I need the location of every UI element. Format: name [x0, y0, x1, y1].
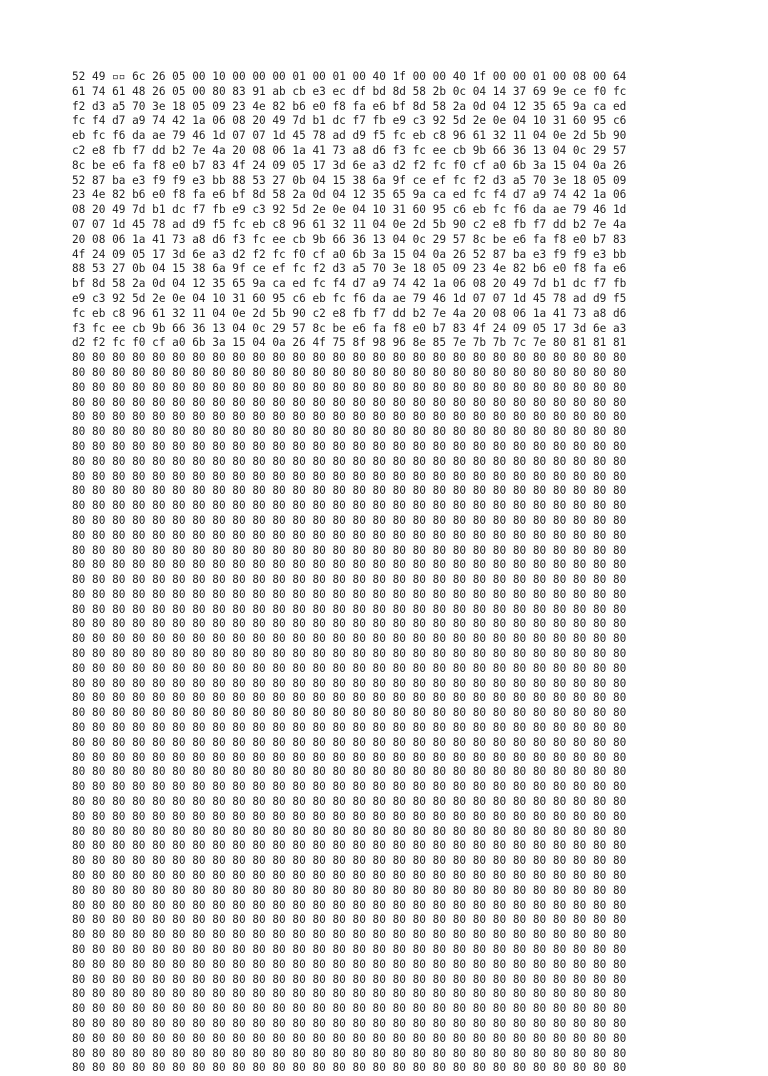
hex-line: 80 80 80 80 80 80 80 80 80 80 80 80 80 80 80 80 80 80 80 80 80 80 80 80 80 80 80 80 — [72, 454, 627, 468]
hex-line: e9 c3 92 5d 2e 0e 04 10 31 60 95 c6 eb fc f6 da ae 79 46 1d 07 07 1d 45 78 ad d9 f5 — [72, 291, 627, 305]
hex-line: 80 80 80 80 80 80 80 80 80 80 80 80 80 80 80 80 80 80 80 80 80 80 80 80 80 80 80 80 — [72, 721, 627, 735]
hex-line: 80 80 80 80 80 80 80 80 80 80 80 80 80 80 80 80 80 80 80 80 80 80 80 80 80 80 80 80 — [72, 750, 627, 764]
hex-line: 52 87 ba e3 f9 f9 e3 bb 88 53 27 0b 04 15 38 6a 9f ce ef fc f2 d3 a5 70 3e 18 05 09 — [72, 173, 627, 187]
hex-line: bf 8d 58 2a 0d 04 12 35 65 9a ca ed fc f4 d7 a9 74 42 1a 06 08 20 49 7d b1 dc f7 fb — [72, 277, 627, 291]
hex-line: 20 08 06 1a 41 73 a8 d6 f3 fc ee cb 9b 66 36 13 04 0c 29 57 8c be e6 fa f8 e0 b7 83 — [72, 232, 627, 246]
hex-line: 80 80 80 80 80 80 80 80 80 80 80 80 80 80 80 80 80 80 80 80 80 80 80 80 80 80 80 80 — [72, 987, 627, 1001]
hex-line: 80 80 80 80 80 80 80 80 80 80 80 80 80 80 80 80 80 80 80 80 80 80 80 80 80 80 80 80 — [72, 410, 627, 424]
hex-line: fc f4 d7 a9 74 42 1a 06 08 20 49 7d b1 dc f7 fb e9 c3 92 5d 2e 0e 04 10 31 60 95 c6 — [72, 114, 627, 128]
hex-line: 80 80 80 80 80 80 80 80 80 80 80 80 80 80 80 80 80 80 80 80 80 80 80 80 80 80 80 80 — [72, 854, 627, 868]
hex-line: 80 80 80 80 80 80 80 80 80 80 80 80 80 80 80 80 80 80 80 80 80 80 80 80 80 80 80 80 — [72, 735, 627, 749]
hex-line: 80 80 80 80 80 80 80 80 80 80 80 80 80 80 80 80 80 80 80 80 80 80 80 80 80 80 80 80 — [72, 425, 627, 439]
hex-line: 80 80 80 80 80 80 80 80 80 80 80 80 80 80 80 80 80 80 80 80 80 80 80 80 80 80 80 80 — [72, 484, 627, 498]
hex-line: 80 80 80 80 80 80 80 80 80 80 80 80 80 80 80 80 80 80 80 80 80 80 80 80 80 80 80 80 — [72, 676, 627, 690]
hex-line: 80 80 80 80 80 80 80 80 80 80 80 80 80 80 80 80 80 80 80 80 80 80 80 80 80 80 80 80 — [72, 543, 627, 557]
hex-dump — [72, 70, 702, 1076]
hex-line: 80 80 80 80 80 80 80 80 80 80 80 80 80 80 80 80 80 80 80 80 80 80 80 80 80 80 80 80 — [72, 439, 627, 453]
hex-line: 80 80 80 80 80 80 80 80 80 80 80 80 80 80 80 80 80 80 80 80 80 80 80 80 80 80 80 80 — [72, 1002, 627, 1016]
hex-line: 80 80 80 80 80 80 80 80 80 80 80 80 80 80 80 80 80 80 80 80 80 80 80 80 80 80 80 80 — [72, 573, 627, 587]
hex-line: 61 74 61 48 26 05 00 80 83 91 ab cb e3 ec df bd 8d 58 2b 0c 04 14 37 69 9e ce f0 fc — [72, 84, 627, 98]
hex-line: 07 07 1d 45 78 ad d9 f5 fc eb c8 96 61 32 11 04 0e 2d 5b 90 c2 e8 fb f7 dd b2 7e 4a — [72, 217, 627, 231]
hex-line: 80 80 80 80 80 80 80 80 80 80 80 80 80 80 80 80 80 80 80 80 80 80 80 80 80 80 80 80 — [72, 351, 627, 365]
hex-line: 80 80 80 80 80 80 80 80 80 80 80 80 80 80 80 80 80 80 80 80 80 80 80 80 80 80 80 80 — [72, 780, 627, 794]
hex-line: 80 80 80 80 80 80 80 80 80 80 80 80 80 80 80 80 80 80 80 80 80 80 80 80 80 80 80 80 — [72, 1031, 627, 1045]
hex-line: 88 53 27 0b 04 15 38 6a 9f ce ef fc f2 d3 a5 70 3e 18 05 09 23 4e 82 b6 e0 f8 fa e6 — [72, 262, 627, 276]
hex-line: 80 80 80 80 80 80 80 80 80 80 80 80 80 80 80 80 80 80 80 80 80 80 80 80 80 80 80 80 — [72, 839, 627, 853]
hex-line: 52 49 ▫▫ 6c 26 05 00 10 00 00 00 01 00 01 00 40 1f 00 00 40 1f 00 00 01 00 08 00 64 — [72, 70, 627, 83]
hex-line: eb fc f6 da ae 79 46 1d 07 07 1d 45 78 ad d9 f5 fc eb c8 96 61 32 11 04 0e 2d 5b 90 — [72, 129, 627, 143]
hex-line: 80 80 80 80 80 80 80 80 80 80 80 80 80 80 80 80 80 80 80 80 80 80 80 80 80 80 80 80 — [72, 1017, 627, 1030]
hex-line: 80 80 80 80 80 80 80 80 80 80 80 80 80 80 80 80 80 80 80 80 80 80 80 80 80 80 80 80 — [72, 824, 627, 838]
hex-line: 80 80 80 80 80 80 80 80 80 80 80 80 80 80 80 80 80 80 80 80 80 80 80 80 80 80 80 80 — [72, 661, 627, 675]
hex-line: 80 80 80 80 80 80 80 80 80 80 80 80 80 80 80 80 80 80 80 80 80 80 80 80 80 80 80 80 — [72, 972, 627, 986]
hex-line: f3 fc ee cb 9b 66 36 13 04 0c 29 57 8c be e6 fa f8 e0 b7 83 4f 24 09 05 17 3d 6e a3 — [72, 321, 627, 335]
hex-line: 80 80 80 80 80 80 80 80 80 80 80 80 80 80 80 80 80 80 80 80 80 80 80 80 80 80 80 80 — [72, 632, 627, 646]
hex-line: 8c be e6 fa f8 e0 b7 83 4f 24 09 05 17 3d 6e a3 d2 f2 fc f0 cf a0 6b 3a 15 04 0a 26 — [72, 158, 627, 172]
hex-line: 80 80 80 80 80 80 80 80 80 80 80 80 80 80 80 80 80 80 80 80 80 80 80 80 80 80 80 80 — [72, 883, 627, 897]
hex-line: 80 80 80 80 80 80 80 80 80 80 80 80 80 80 80 80 80 80 80 80 80 80 80 80 80 80 80 80 — [72, 809, 627, 823]
hex-line: 80 80 80 80 80 80 80 80 80 80 80 80 80 80 80 80 80 80 80 80 80 80 80 80 80 80 80 80 — [72, 898, 627, 912]
hex-line: 80 80 80 80 80 80 80 80 80 80 80 80 80 80 80 80 80 80 80 80 80 80 80 80 80 80 80 80 — [72, 602, 627, 616]
hex-line: 80 80 80 80 80 80 80 80 80 80 80 80 80 80 80 80 80 80 80 80 80 80 80 80 80 80 80 80 — [72, 691, 627, 705]
hex-line: 80 80 80 80 80 80 80 80 80 80 80 80 80 80 80 80 80 80 80 80 80 80 80 80 80 80 80 80 — [72, 957, 627, 971]
hex-line: 80 80 80 80 80 80 80 80 80 80 80 80 80 80 80 80 80 80 80 80 80 80 80 80 80 80 80 80 — [72, 647, 627, 661]
hex-line: 80 80 80 80 80 80 80 80 80 80 80 80 80 80 80 80 80 80 80 80 80 80 80 80 80 80 80 80 — [72, 1061, 627, 1075]
hex-line: c2 e8 fb f7 dd b2 7e 4a 20 08 06 1a 41 73 a8 d6 f3 fc ee cb 9b 66 36 13 04 0c 29 57 — [72, 143, 627, 157]
hex-line: 80 80 80 80 80 80 80 80 80 80 80 80 80 80 80 80 80 80 80 80 80 80 80 80 80 80 80 80 — [72, 1046, 627, 1060]
hex-line: f2 d3 a5 70 3e 18 05 09 23 4e 82 b6 e0 f8 fa e6 bf 8d 58 2a 0d 04 12 35 65 9a ca ed — [72, 99, 627, 113]
hex-line: 80 80 80 80 80 80 80 80 80 80 80 80 80 80 80 80 80 80 80 80 80 80 80 80 80 80 80 80 — [72, 795, 627, 809]
hex-line: 08 20 49 7d b1 dc f7 fb e9 c3 92 5d 2e 0e 04 10 31 60 95 c6 eb fc f6 da ae 79 46 1d — [72, 203, 627, 217]
hex-line: 80 80 80 80 80 80 80 80 80 80 80 80 80 80 80 80 80 80 80 80 80 80 80 80 80 80 80 80 — [72, 928, 627, 942]
hex-line: 80 80 80 80 80 80 80 80 80 80 80 80 80 80 80 80 80 80 80 80 80 80 80 80 80 80 80 80 — [72, 513, 627, 527]
hex-line: 4f 24 09 05 17 3d 6e a3 d2 f2 fc f0 cf a0 6b 3a 15 04 0a 26 52 87 ba e3 f9 f9 e3 bb — [72, 247, 627, 261]
hex-line: d2 f2 fc f0 cf a0 6b 3a 15 04 0a 26 4f 75 8f 98 96 8e 85 7e 7b 7b 7c 7e 80 81 81 81 — [72, 336, 627, 350]
hex-line: 80 80 80 80 80 80 80 80 80 80 80 80 80 80 80 80 80 80 80 80 80 80 80 80 80 80 80 80 — [72, 469, 627, 483]
hex-line: 80 80 80 80 80 80 80 80 80 80 80 80 80 80 80 80 80 80 80 80 80 80 80 80 80 80 80 80 — [72, 528, 627, 542]
hex-line: 80 80 80 80 80 80 80 80 80 80 80 80 80 80 80 80 80 80 80 80 80 80 80 80 80 80 80 80 — [72, 365, 627, 379]
hex-line: 80 80 80 80 80 80 80 80 80 80 80 80 80 80 80 80 80 80 80 80 80 80 80 80 80 80 80 80 — [72, 587, 627, 601]
hex-line: 80 80 80 80 80 80 80 80 80 80 80 80 80 80 80 80 80 80 80 80 80 80 80 80 80 80 80 80 — [72, 943, 627, 957]
hex-line: 80 80 80 80 80 80 80 80 80 80 80 80 80 80 80 80 80 80 80 80 80 80 80 80 80 80 80 80 — [72, 765, 627, 779]
hex-line: 80 80 80 80 80 80 80 80 80 80 80 80 80 80 80 80 80 80 80 80 80 80 80 80 80 80 80 80 — [72, 395, 627, 409]
hex-line: 80 80 80 80 80 80 80 80 80 80 80 80 80 80 80 80 80 80 80 80 80 80 80 80 80 80 80 80 — [72, 869, 627, 883]
hex-line: 80 80 80 80 80 80 80 80 80 80 80 80 80 80 80 80 80 80 80 80 80 80 80 80 80 80 80 80 — [72, 499, 627, 513]
hex-line: 80 80 80 80 80 80 80 80 80 80 80 80 80 80 80 80 80 80 80 80 80 80 80 80 80 80 80 80 — [72, 558, 627, 572]
hex-line: 80 80 80 80 80 80 80 80 80 80 80 80 80 80 80 80 80 80 80 80 80 80 80 80 80 80 80 80 — [72, 913, 627, 927]
hex-line: fc eb c8 96 61 32 11 04 0e 2d 5b 90 c2 e8 fb f7 dd b2 7e 4a 20 08 06 1a 41 73 a8 d6 — [72, 306, 627, 320]
hex-line: 80 80 80 80 80 80 80 80 80 80 80 80 80 80 80 80 80 80 80 80 80 80 80 80 80 80 80 80 — [72, 706, 627, 720]
hex-line: 23 4e 82 b6 e0 f8 fa e6 bf 8d 58 2a 0d 04 12 35 65 9a ca ed fc f4 d7 a9 74 42 1a 06 — [72, 188, 627, 202]
hex-line: 80 80 80 80 80 80 80 80 80 80 80 80 80 80 80 80 80 80 80 80 80 80 80 80 80 80 80 80 — [72, 617, 627, 631]
hex-line: 80 80 80 80 80 80 80 80 80 80 80 80 80 80 80 80 80 80 80 80 80 80 80 80 80 80 80 80 — [72, 380, 627, 394]
